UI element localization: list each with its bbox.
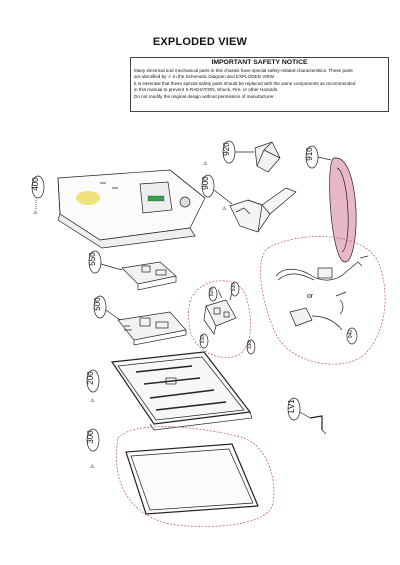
svg-text:300: 300 (86, 430, 95, 444)
svg-text:900: 900 (201, 176, 210, 190)
notice-line: are identified by ⚠ in the Schematic Diagram and EXPLODED VIEW. (134, 74, 275, 80)
part-900-stand-body (230, 188, 296, 232)
svg-text:330: 330 (247, 340, 253, 350)
part-500-main-board (118, 312, 186, 345)
label-820 (209, 287, 217, 301)
part-920 (255, 142, 280, 172)
svg-text:920: 920 (222, 142, 231, 156)
notice-line: in this manual to prevent X-RADIATION, Shock, Fire, or other Hazards. (134, 87, 279, 93)
label-910 (305, 146, 331, 168)
svg-text:810: 810 (200, 334, 206, 344)
or-label: or (307, 293, 314, 300)
svg-text:830: 830 (231, 282, 237, 292)
svg-text:500: 500 (93, 297, 102, 311)
part-550-board (122, 262, 176, 290)
label-300 (86, 429, 99, 470)
label-550 (88, 251, 122, 273)
notice-line: It is essential that these special safety parts should be replaced with the same components as recommended (134, 80, 356, 86)
part-400-back-cover (58, 170, 205, 248)
part-LV1-cable (310, 416, 326, 434)
label-400 (31, 176, 44, 216)
label-500 (93, 296, 120, 320)
part-910-stand-base (330, 158, 356, 262)
svg-text:940: 940 (348, 329, 354, 339)
label-LV1 (287, 398, 310, 420)
svg-text:⚠: ⚠ (90, 398, 95, 404)
svg-text:LV1: LV1 (287, 399, 296, 413)
label-940 (347, 328, 357, 344)
svg-text:820: 820 (209, 287, 215, 297)
svg-text:⚠: ⚠ (90, 464, 95, 470)
svg-text:400: 400 (31, 177, 40, 191)
part-200-chassis-frame (112, 352, 252, 430)
label-330 (247, 340, 255, 354)
label-920 (203, 141, 254, 167)
svg-text:200: 200 (86, 371, 95, 385)
page-title: EXPLODED VIEW (152, 36, 248, 48)
speaker-callout (189, 281, 251, 358)
label-200 (86, 370, 99, 404)
notice-line: Many electrical and mechanical parts in this chassis have special safety-related characteristics. These parts (134, 68, 353, 73)
svg-text:910: 910 (305, 147, 314, 161)
svg-text:⚠: ⚠ (203, 161, 208, 167)
safety-notice-title: IMPORTANT SAFETY NOTICE (131, 51, 388, 69)
notice-line: Do not modify the original design without permission of manufacturer. (134, 93, 275, 99)
label-810 (200, 334, 208, 348)
svg-text:⚠: ⚠ (222, 206, 227, 212)
svg-text:⚠: ⚠ (33, 210, 38, 216)
part-300-panel (116, 427, 273, 527)
label-830 (231, 282, 239, 296)
adapter-callout (261, 236, 386, 364)
label-900 (201, 175, 232, 212)
svg-text:550: 550 (88, 252, 97, 266)
